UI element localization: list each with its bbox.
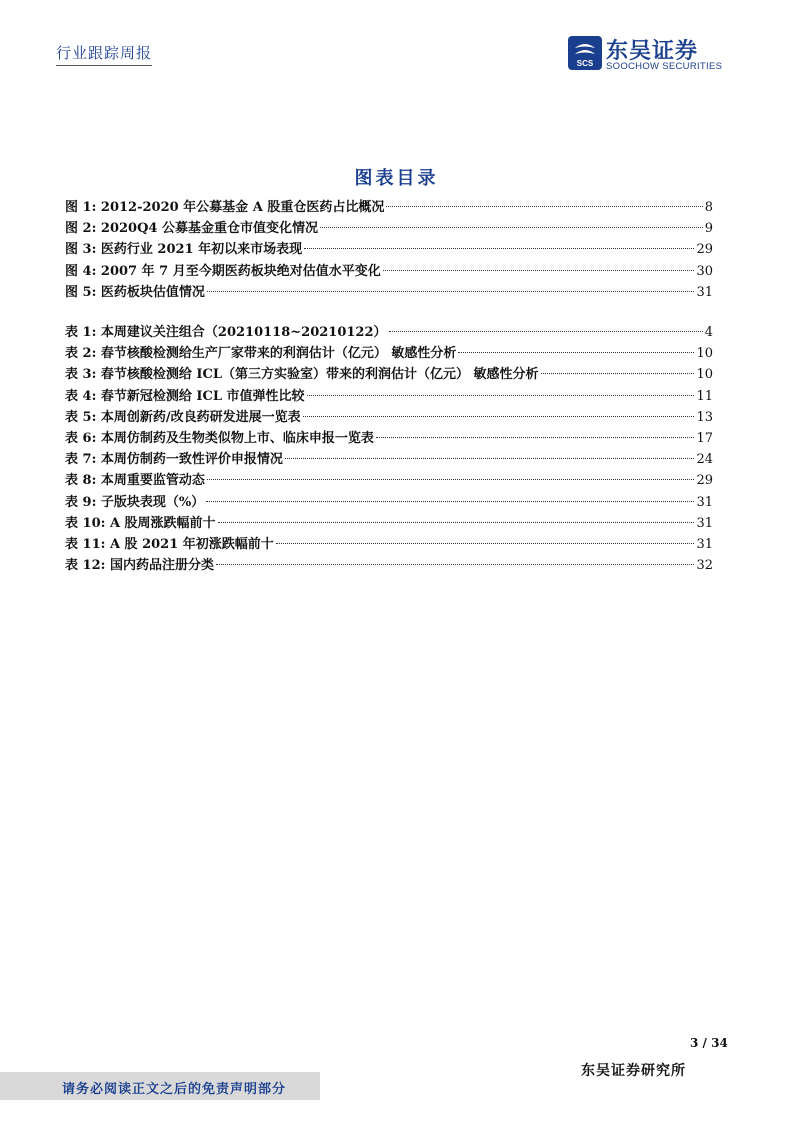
toc-entry-label: 表 3: 春节核酸检测给 ICL（第三方实验室）带来的利润估计（亿元） 敏感性分析 — [65, 367, 539, 383]
dot-leader — [218, 522, 695, 523]
toc-entry-table[interactable] — [65, 407, 713, 428]
toc-entry-page: 9 — [704, 221, 713, 237]
toc-entry-page: 31 — [696, 536, 713, 552]
toc-entry-figure[interactable] — [65, 239, 713, 260]
dot-leader — [206, 501, 694, 502]
toc-entry-table[interactable] — [65, 322, 713, 343]
toc-title: 图表目录 — [354, 168, 439, 189]
toc-entry-table[interactable] — [65, 428, 713, 449]
toc-entry-page: 17 — [696, 430, 713, 446]
toc-entry-label: 图 3: 医药行业 2021 年初以来市场表现 — [65, 242, 303, 258]
logo-mark-text: SCS — [576, 59, 594, 68]
dot-leader — [303, 416, 695, 417]
toc-entry-page: 29 — [696, 473, 713, 489]
logo-english-name: SOOCHOW SECURITIES — [606, 61, 723, 72]
dot-leader — [285, 458, 695, 459]
page-number: 3 / 34 — [690, 1036, 728, 1050]
toc-entry-page: 11 — [696, 388, 713, 404]
toc-entry-page: 31 — [696, 284, 713, 300]
toc-entry-page: 24 — [696, 452, 713, 468]
dot-leader — [386, 206, 702, 207]
toc-entry-label: 表 4: 春节新冠检测给 ICL 市值弹性比较 — [65, 388, 305, 404]
dot-leader — [304, 248, 694, 249]
toc-entry-table[interactable] — [65, 449, 713, 470]
table-list — [65, 322, 713, 576]
toc-entry-figure[interactable] — [65, 282, 713, 303]
dot-leader — [458, 352, 694, 353]
dot-leader — [276, 543, 695, 544]
toc-entry-page: 32 — [696, 558, 713, 574]
toc-entry-table[interactable] — [65, 343, 713, 364]
toc-entry-page: 31 — [696, 515, 713, 531]
footer-disclaimer: 请务必阅读正文之后的免责声明部分 — [62, 1082, 287, 1097]
toc-entry-label: 图 1: 2012-2020 年公募基金 A 股重仓医药占比概况 — [65, 200, 385, 215]
toc-entry-label: 图 2: 2020Q4 公募基金重仓市值变化情况 — [65, 221, 318, 237]
toc-entry-table[interactable] — [65, 364, 713, 385]
toc-entry-label: 表 1: 本周建议关注组合（20210118~20210122） — [65, 325, 387, 340]
dot-leader — [541, 373, 695, 374]
dot-leader — [207, 479, 695, 480]
toc-entry-figure[interactable] — [65, 261, 713, 282]
toc-entry-figure[interactable] — [65, 218, 713, 239]
toc-entry-figure[interactable] — [65, 197, 713, 218]
toc-entry-page: 29 — [696, 242, 713, 258]
toc-entry-label: 图 5: 医药板块估值情况 — [65, 284, 205, 300]
toc-entry-label: 表 11: A 股 2021 年初涨跌幅前十 — [65, 536, 274, 552]
dot-leader — [216, 564, 695, 565]
toc-entry-page: 8 — [704, 200, 713, 215]
dot-leader — [376, 437, 695, 438]
dot-leader — [383, 270, 695, 271]
toc-entry-page: 30 — [696, 263, 713, 279]
figure-list — [65, 197, 713, 303]
dot-leader — [207, 291, 695, 292]
toc-entry-label: 表 2: 春节核酸检测给生产厂家带来的利润估计（亿元） 敏感性分析 — [65, 346, 457, 362]
footer-institute: 东吴证券研究所 — [581, 1063, 686, 1079]
scs-logo-icon — [568, 36, 602, 70]
toc-entry-page: 31 — [696, 494, 713, 510]
toc-entry-table[interactable] — [65, 555, 713, 576]
toc-entry-table[interactable] — [65, 534, 713, 555]
logo-chinese-name: 东吴证券 — [606, 39, 699, 64]
toc-entry-page: 10 — [696, 367, 713, 383]
toc-entry-label: 表 5: 本周创新药/改良药研发进展一览表 — [65, 409, 301, 425]
toc-entry-page: 4 — [704, 325, 713, 340]
toc-entry-label: 表 6: 本周仿制药及生物类似物上市、临床申报一览表 — [65, 430, 374, 446]
company-logo — [568, 34, 738, 74]
report-type-label: 行业跟踪周报 — [56, 42, 152, 66]
toc-entry-table[interactable] — [65, 470, 713, 491]
toc-entry-table[interactable] — [65, 492, 713, 513]
toc-entry-label: 图 4: 2007 年 7 月至今期医药板块绝对估值水平变化 — [65, 263, 381, 279]
toc-entry-label: 表 9: 子版块表现（%） — [65, 494, 205, 510]
dot-leader — [389, 331, 703, 332]
dot-leader — [307, 395, 695, 396]
toc-entry-label: 表 8: 本周重要监管动态 — [65, 473, 205, 489]
toc-entry-page: 13 — [696, 409, 713, 425]
toc-entry-label: 表 10: A 股周涨跌幅前十 — [65, 515, 216, 531]
toc-entry-page: 10 — [696, 346, 713, 362]
dot-leader — [320, 227, 703, 228]
toc-entry-table[interactable] — [65, 386, 713, 407]
toc-entry-label: 表 12: 国内药品注册分类 — [65, 558, 214, 574]
toc-entry-label: 表 7: 本周仿制药一致性评价申报情况 — [65, 452, 283, 468]
toc-entry-table[interactable] — [65, 513, 713, 534]
